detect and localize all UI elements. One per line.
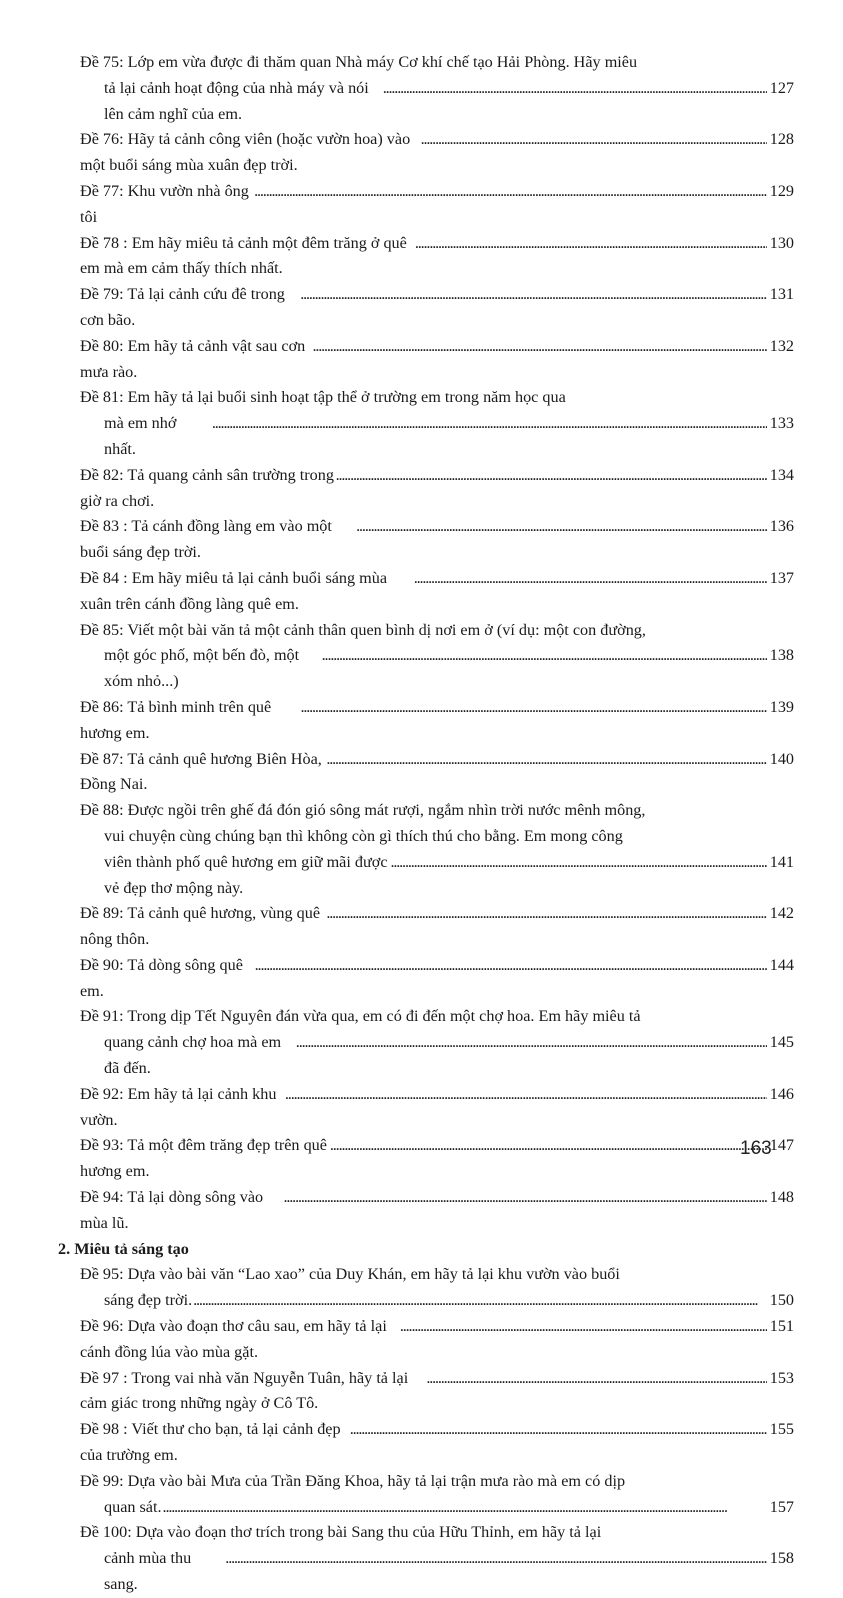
toc-entry-line: [58, 953, 794, 1005]
toc-entry: [58, 50, 794, 127]
dot-leader: [285, 1082, 767, 1108]
toc-entry-text: Đề 78 : Em hãy miêu tả cảnh một đêm trăng ở quê em mà em cảm thấy thích nhất.: [80, 233, 407, 278]
toc-entry: [58, 695, 794, 747]
toc-entry-text: Đề 84 : Em hãy miêu tả lại cảnh buổi sáng mùa xuân trên cánh đồng làng quê em.: [80, 568, 388, 613]
toc-entry-text: Đề 96: Dựa vào đoạn thơ câu sau, em hãy tả lại cánh đồng lúa vào mùa gặt.: [80, 1317, 387, 1361]
toc-page-number: 150: [769, 1291, 794, 1310]
toc-page-number: 147: [769, 1136, 794, 1155]
toc-entry-line: [58, 1133, 794, 1185]
toc-entry-continuation: [58, 411, 794, 463]
toc-page-number: 133: [769, 414, 794, 433]
toc-page-number: 130: [769, 233, 794, 252]
toc-entry-line: [58, 747, 794, 799]
toc-entry-text: Đề 99: Dựa vào bài Mưa của Trần Đăng Khoa, hãy tả lại trận mưa rào mà em có dịp: [80, 1471, 626, 1490]
dot-leader: [415, 231, 767, 257]
toc-entry-text: quan sát.: [104, 1497, 162, 1516]
toc-entry-continuation: [58, 1030, 794, 1082]
dot-leader: [296, 1030, 767, 1056]
toc-page-number: 137: [769, 568, 794, 587]
toc-entry-line: [58, 334, 794, 386]
toc-entry: [58, 1133, 794, 1185]
toc-page-number: 141: [769, 852, 794, 871]
toc-page-number: 132: [769, 336, 794, 355]
toc-entry-text: viên thành phố quê hương em giữ mãi được vẻ đẹp thơ mộng này.: [104, 852, 388, 897]
dot-leader: [254, 179, 767, 205]
toc-entry: [58, 618, 794, 695]
toc-entry-line: [58, 1520, 794, 1546]
toc-entry: [58, 1366, 794, 1418]
toc-page-number: 129: [769, 181, 794, 200]
dot-leader: [426, 1366, 767, 1392]
toc-entry: [58, 1082, 794, 1134]
toc-entry-text: Đề 91: Trong dịp Tết Nguyên đán vừa qua, em có đi đến một chợ hoa. Em hãy miêu tả: [80, 1007, 641, 1026]
table-of-contents: [58, 50, 794, 1598]
toc-entry: [58, 901, 794, 953]
toc-page-number: 139: [769, 697, 794, 716]
toc-entry-text: Đề 75: Lớp em vừa được đi thăm quan Nhà máy Cơ khí chế tạo Hải Phòng. Hãy miêu: [80, 53, 638, 71]
toc-entry-line: [58, 695, 794, 747]
toc-entry-text: Đề 95: Dựa vào bài văn “Lao xao” của Duy Khán, em hãy tả lại khu vườn vào buổi: [80, 1265, 620, 1284]
section-2-title: 2. Miêu tả sáng tạo: [58, 1239, 189, 1258]
toc-entry-text: Đề 89: Tả cảnh quê hương, vùng quê nông thôn.: [80, 904, 321, 949]
toc-entry-text: Đề 88: Được ngồi trên ghế đá đón gió sông mát rượi, ngắm nhìn trời nước mênh mông,: [80, 801, 646, 820]
dot-leader: [193, 1288, 767, 1314]
toc-entry-continuation: [58, 76, 794, 128]
toc-entry-line: [58, 1366, 794, 1418]
toc-entry: [58, 1314, 794, 1366]
toc-entry-continuation: [58, 1495, 794, 1521]
toc-entry: [58, 953, 794, 1005]
toc-entry-line: [58, 1185, 794, 1237]
toc-page-number: 145: [769, 1033, 794, 1052]
toc-entry-line: [58, 1004, 794, 1030]
dot-leader: [383, 76, 767, 102]
toc-entry: [58, 179, 794, 231]
toc-entry-text: Đề 82: Tả quang cảnh sân trường trong giờ ra chơi.: [80, 465, 334, 510]
toc-entry: [58, 127, 794, 179]
dot-leader: [300, 695, 767, 721]
toc-entry-line: [58, 282, 794, 334]
toc-entry-line: [58, 1262, 794, 1288]
dot-leader: [326, 747, 767, 773]
dot-leader: [350, 1417, 767, 1443]
dot-leader: [421, 127, 767, 153]
toc-entry-text: Đề 83 : Tả cánh đồng làng em vào một buổi sáng đẹp trời.: [80, 517, 332, 562]
dot-leader: [400, 1314, 767, 1340]
dot-leader: [225, 1546, 767, 1572]
section-1-entries: [58, 50, 794, 1237]
toc-entry-text: Đề 93: Tả một đêm trăng đẹp trên quê hương em.: [80, 1136, 327, 1181]
toc-entry-line: [58, 179, 794, 231]
toc-entry: [58, 1417, 794, 1469]
toc-entry-line: [58, 1082, 794, 1134]
toc-entry-text: Đề 79: Tả lại cảnh cứu đê trong cơn bão.: [80, 285, 285, 329]
toc-page-number: 136: [769, 517, 794, 536]
toc-entry-text: Đề 90: Tả dòng sông quê em.: [80, 955, 243, 1000]
toc-entry-continuation: [58, 1546, 794, 1598]
toc-entry-text: Đề 85: Viết một bài văn tả một cảnh thân quen bình dị nơi em ở (ví dụ: một con đường,: [80, 620, 646, 639]
toc-entry-text: quang cảnh chợ hoa mà em đã đến.: [104, 1033, 282, 1078]
dot-leader: [163, 1495, 767, 1521]
toc-entry-text: Đề 76: Hãy tả cảnh công viên (hoặc vườn hoa) vào một buổi sáng mùa xuân đẹp trời.: [80, 130, 411, 175]
toc-page-number: 134: [769, 465, 794, 484]
toc-page-number: 146: [769, 1084, 794, 1103]
toc-entry-line: [58, 566, 794, 618]
toc-page-number: 131: [769, 285, 794, 304]
toc-page-number: 127: [769, 78, 794, 97]
toc-page-number: 142: [769, 904, 794, 923]
toc-entry: [58, 1185, 794, 1237]
dot-leader: [390, 850, 767, 876]
dot-leader: [212, 411, 767, 437]
toc-entry-text: Đề 98 : Viết thư cho bạn, tả lại cảnh đẹp của trường em.: [80, 1420, 341, 1465]
toc-entry-text: một góc phố, một bến đò, một xóm nhỏ...): [104, 646, 300, 691]
toc-entry-text: Đề 94: Tả lại dòng sông vào mùa lũ.: [80, 1188, 264, 1232]
toc-entry-text: Đề 77: Khu vườn nhà ông tôi: [80, 181, 249, 226]
toc-page-number: 144: [769, 955, 794, 974]
toc-entry: [58, 1004, 794, 1081]
toc-entry-line: [58, 514, 794, 566]
toc-entry-line: [58, 127, 794, 179]
toc-entry: [58, 798, 794, 901]
toc-entry-text: cảnh mùa thu sang.: [104, 1549, 192, 1594]
toc-page-number: 140: [769, 749, 794, 768]
toc-entry-line: [58, 50, 794, 76]
toc-page-number: 157: [769, 1497, 794, 1516]
dot-leader: [414, 566, 767, 592]
dot-leader: [312, 334, 767, 360]
toc-entry-continuation: [58, 643, 794, 695]
toc-entry-line: [58, 231, 794, 283]
toc-entry: [58, 231, 794, 283]
dot-leader: [300, 282, 767, 308]
dot-leader: [336, 463, 767, 489]
dot-leader: [330, 1133, 767, 1159]
toc-page-number: 153: [769, 1368, 794, 1387]
toc-entry: [58, 334, 794, 386]
toc-entry: [58, 1262, 794, 1314]
toc-entry-continuation: [58, 1288, 794, 1314]
toc-page-number: 155: [769, 1420, 794, 1439]
section-2-entries: [58, 1262, 794, 1597]
toc-page-number: 128: [769, 130, 794, 149]
toc-entry-continuation: [58, 824, 794, 850]
toc-page-number: 158: [769, 1549, 794, 1568]
toc-entry-text: Đề 97 : Trong vai nhà văn Nguyễn Tuân, hãy tả lại cảm giác trong những ngày ở Cô Tô.: [80, 1368, 409, 1413]
toc-entry: [58, 1520, 794, 1597]
dot-leader: [356, 514, 767, 540]
toc-entry-text: Đề 81: Em hãy tả lại buổi sinh hoạt tập thể ở trường em trong năm học qua: [80, 388, 566, 407]
toc-entry-line: [58, 385, 794, 411]
toc-entry-text: Đề 86: Tả bình minh trên quê hương em.: [80, 697, 272, 742]
toc-entry-text: sáng đẹp trời.: [104, 1291, 193, 1310]
toc-entry: [58, 282, 794, 334]
toc-page-number: 148: [769, 1188, 794, 1207]
toc-entry-line: [58, 1417, 794, 1469]
page-number: 163: [740, 1138, 772, 1159]
toc-entry-line: [58, 618, 794, 644]
toc-entry: [58, 1469, 794, 1521]
toc-entry: [58, 514, 794, 566]
dot-leader: [322, 643, 767, 669]
dot-leader: [326, 901, 767, 927]
toc-entry-line: [58, 901, 794, 953]
dot-leader: [284, 1185, 768, 1211]
toc-entry-text: vui chuyện cùng chúng bạn thì không còn gì thích thú cho bằng. Em mong công: [104, 826, 623, 845]
toc-entry: [58, 747, 794, 799]
toc-page-number: 151: [769, 1317, 794, 1336]
toc-entry: [58, 463, 794, 515]
toc-entry-line: [58, 1314, 794, 1366]
toc-entry-text: Đề 80: Em hãy tả cảnh vật sau cơn mưa rào.: [80, 336, 306, 381]
toc-entry-text: mà em nhớ nhất.: [104, 414, 177, 458]
toc-entry: [58, 385, 794, 462]
toc-entry-continuation: [58, 850, 794, 902]
dot-leader: [255, 953, 767, 979]
toc-entry-line: [58, 1469, 794, 1495]
toc-entry-text: Đề 92: Em hãy tả lại cảnh khu vườn.: [80, 1084, 277, 1129]
toc-page-number: 138: [769, 646, 794, 665]
toc-entry-text: Đề 87: Tả cảnh quê hương Biên Hòa, Đồng Nai.: [80, 749, 322, 794]
toc-entry-line: [58, 798, 794, 824]
toc-entry-line: [58, 463, 794, 515]
toc-entry-text: tả lại cảnh hoạt động của nhà máy và nói lên cảm nghĩ của em.: [104, 78, 369, 123]
toc-entry-text: Đề 100: Dựa vào đoạn thơ trích trong bài Sang thu của Hữu Thỉnh, em hãy tả lại: [80, 1523, 602, 1542]
toc-entry: [58, 566, 794, 618]
